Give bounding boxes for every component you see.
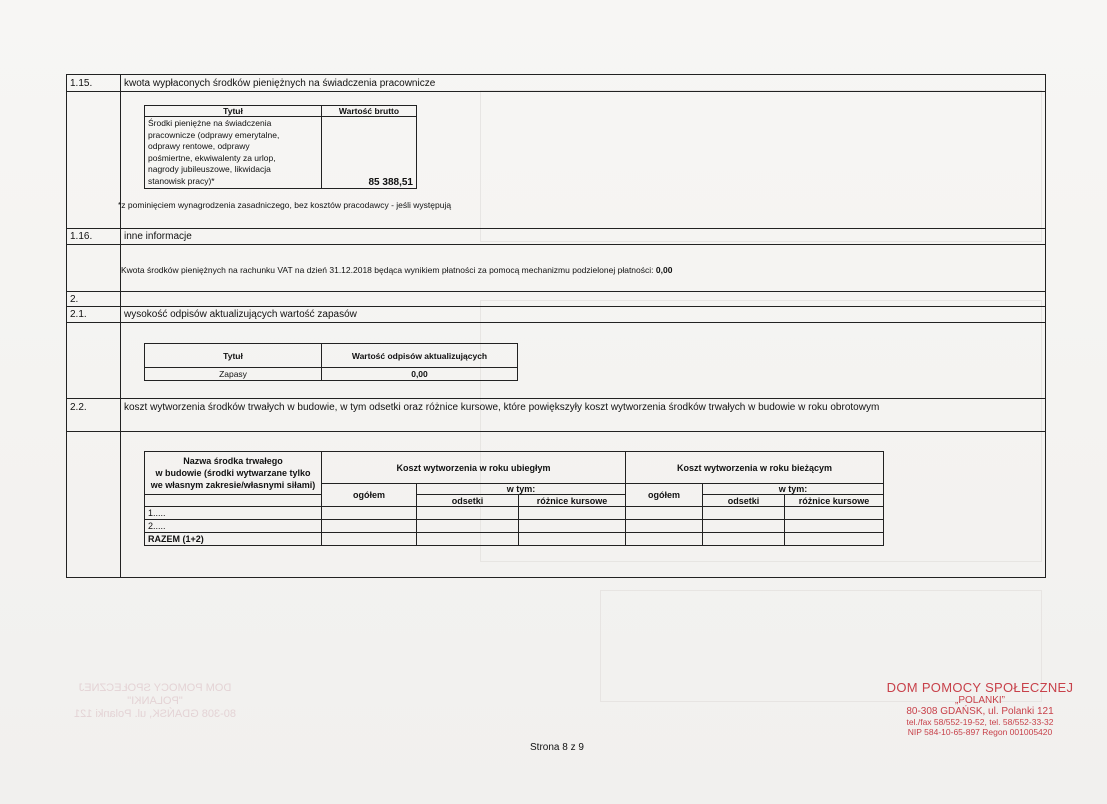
cell	[703, 507, 785, 520]
col-header-curr-year: Koszt wytworzenia w roku bieżącym	[626, 452, 884, 484]
col-header-prev-year: Koszt wytworzenia w roku ubiegłym	[322, 452, 626, 484]
row-divider	[67, 398, 1045, 399]
benefit-value: 85 388,51	[322, 117, 417, 189]
row-divider	[67, 91, 1045, 92]
desc-line: Środki pieniężne na świadczenia	[148, 118, 272, 128]
cell	[626, 520, 703, 533]
row-divider	[67, 291, 1045, 292]
construction-cost-table	[144, 451, 884, 546]
col-header-interest: odsetki	[703, 495, 785, 507]
section-number: 1.15.	[70, 78, 93, 89]
footnote: *z pominięciem wynagrodzenia zasadniczego, bez kosztów pracodawcy - jeśli występują	[118, 200, 452, 210]
desc-line: pracownicze (odprawy emerytalne,	[148, 129, 280, 140]
row-value: 0,00	[322, 368, 518, 381]
section-title: koszt wytworzenia środków trwałych w budowie, w tym odsetki oraz różnice kursowe, które powiększyły koszt wytworzenia środków trwałych w budowie w roku obrotowym	[124, 402, 880, 413]
col-header: Tytuł	[145, 106, 322, 117]
row-label: 1.....	[145, 507, 322, 520]
col-header: Tytuł	[145, 344, 322, 368]
inventory-writedown-table	[144, 343, 518, 381]
row-divider	[67, 228, 1045, 229]
section-number: 1.16.	[70, 231, 93, 242]
cell	[519, 533, 626, 546]
cell	[322, 507, 417, 520]
benefit-description	[145, 117, 322, 189]
section-number: 2.2.	[70, 402, 87, 413]
table-row	[145, 533, 884, 546]
stamp-line: tel./fax 58/552-19-52, tel. 58/552-33-32	[906, 717, 1054, 727]
col-header-fx: różnice kursowe	[785, 495, 884, 507]
cell	[703, 520, 785, 533]
header-line: w budowie (środki wytwarzane tylko	[155, 468, 311, 478]
row-divider	[67, 306, 1045, 307]
section-title: kwota wypłaconych środków pieniężnych na świadczenia pracownicze	[124, 78, 436, 89]
desc-line: stanowisk pracy)*	[148, 175, 215, 186]
number-column-divider	[120, 75, 121, 577]
page-number: Strona 8 z 9	[530, 742, 584, 753]
desc-line: pośmiertne, ekwiwalenty za urlop,	[148, 152, 276, 163]
col-header-of-which: w tym:	[417, 484, 626, 495]
row-divider	[67, 322, 1045, 323]
institution-stamp	[870, 680, 1090, 737]
col-header-total: ogółem	[322, 484, 417, 507]
section-number: 2.	[70, 294, 79, 305]
cell	[626, 507, 703, 520]
blank-header-cell	[145, 495, 322, 507]
cell	[417, 520, 519, 533]
row-label: 2.....	[145, 520, 322, 533]
table-row	[145, 520, 884, 533]
section-title: wysokość odpisów aktualizujących wartość zapasów	[124, 309, 357, 320]
cell	[519, 507, 626, 520]
benefits-table	[144, 105, 417, 189]
stamp-line: DOM POMOCY SPOŁECZNEJ	[886, 680, 1074, 695]
header-line: we własnym zakresie/własnymi siłami)	[150, 480, 316, 490]
desc-line: odprawy rentowe, odprawy	[148, 141, 250, 151]
section-number: 2.1.	[70, 309, 87, 320]
vat-info	[121, 265, 672, 275]
table-row	[145, 507, 884, 520]
row-label: Zapasy	[145, 368, 322, 381]
vat-info-value: 0,00	[655, 265, 673, 275]
header-line: Nazwa środka trwałego	[183, 456, 283, 466]
cell	[785, 520, 884, 533]
cell	[519, 520, 626, 533]
cell	[417, 533, 519, 546]
show-through-stamp: DOM POMOCY SPOŁECZNEJ "POLANKI" 80-308 GDAŃSK, ul. Polanki 121	[73, 682, 237, 720]
cell	[785, 507, 884, 520]
cell	[785, 533, 884, 546]
cell	[626, 533, 703, 546]
report-frame	[66, 74, 1046, 578]
stamp-line: „POLANKI”	[954, 695, 1005, 706]
desc-line: nagrody jubileuszowe, likwidacja	[148, 164, 271, 174]
cell	[417, 507, 519, 520]
section-title: inne informacje	[124, 231, 192, 242]
cell	[703, 533, 785, 546]
row-divider	[67, 431, 1045, 432]
col-header-fx: różnice kursowe	[519, 495, 626, 507]
col-header: Wartość odpisów aktualizujących	[322, 344, 518, 368]
row-divider	[67, 244, 1045, 245]
col-header: Wartość brutto	[322, 106, 417, 117]
stamp-line: 80-308 GDAŃSK, ul. Polanki 121	[906, 706, 1054, 717]
col-header-total: ogółem	[626, 484, 703, 507]
cell	[322, 533, 417, 546]
cell	[322, 520, 417, 533]
col-header-name	[145, 452, 322, 495]
row-label: RAZEM (1+2)	[145, 533, 322, 546]
col-header-interest: odsetki	[417, 495, 519, 507]
stamp-line: NIP 584-10-65-897 Regon 001005420	[907, 727, 1053, 737]
vat-info-text: Kwota środków pieniężnych na rachunku VAT na dzień 31.12.2018 będąca wynikiem płatności za pomocą mechanizmu podzielonej płatności:	[121, 265, 656, 275]
col-header-of-which: w tym:	[703, 484, 884, 495]
